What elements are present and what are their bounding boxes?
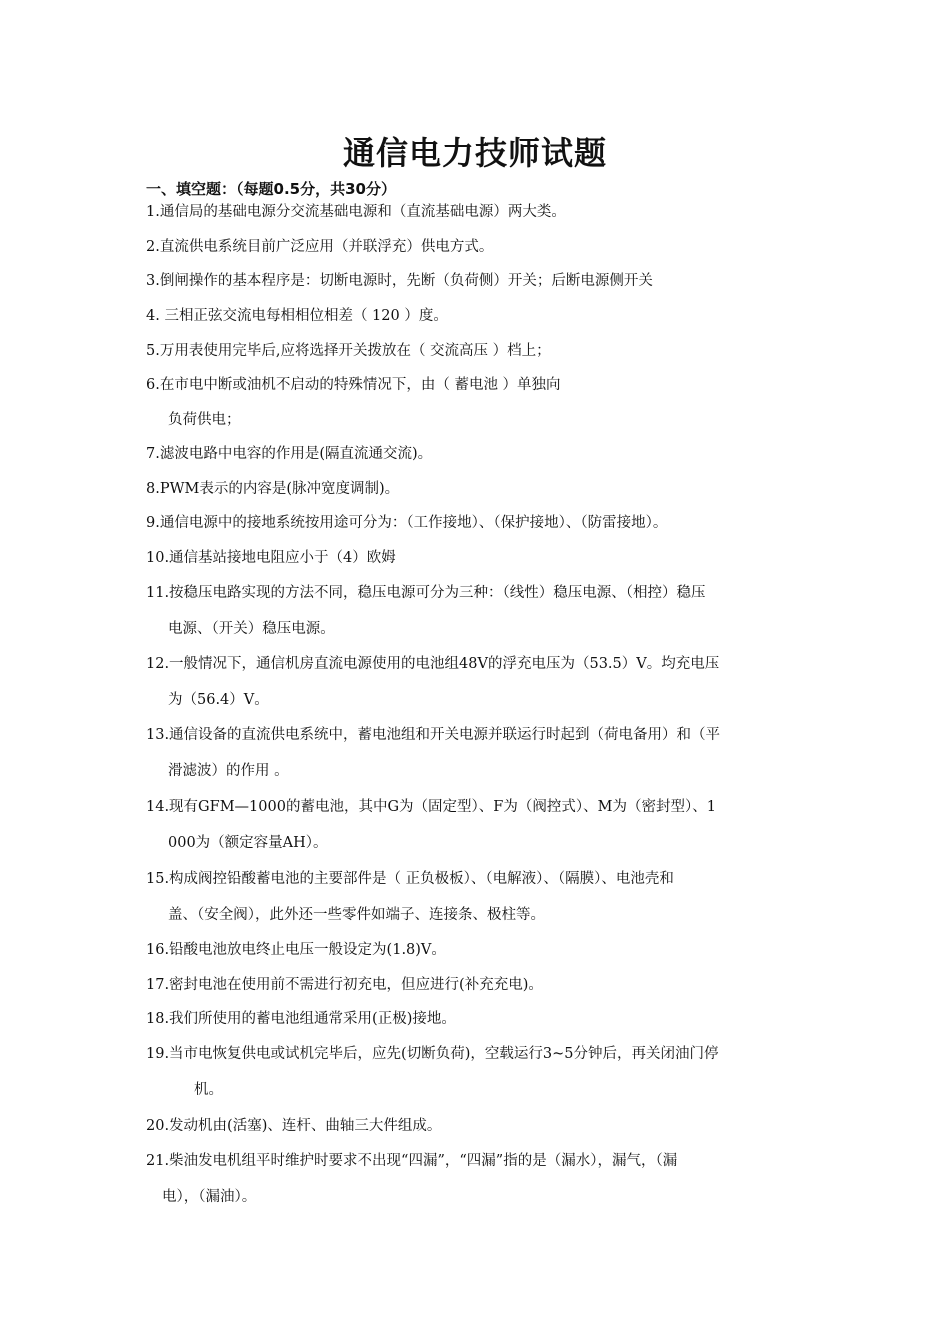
question-8: 8.PWM表示的内容是(脉冲宽度调制)。 xyxy=(146,481,400,497)
question-6: 6.在市电中断或油机不启动的特殊情况下，由（ 蓄电池 ）单独向 xyxy=(146,377,561,393)
question-21-cont: 电），（漏油）。 xyxy=(162,1189,257,1205)
question-14: 14.现有GFM—1000的蓄电池，其中G为（固定型）、F为（阀控式）、M为（密封型）、1 xyxy=(146,799,716,815)
question-21: 21.柴油发电机组平时维护时要求不出现“四漏”，“四漏”指的是（漏水），漏气，（漏 xyxy=(146,1153,678,1169)
question-20: 20.发动机由(活塞)、连杆、曲轴三大件组成。 xyxy=(146,1118,442,1134)
question-6-cont: 负荷供电； xyxy=(168,412,241,428)
question-13-cont: 滑滤波）的作用 。 xyxy=(168,763,289,779)
question-14-cont: 000为（额定容量AH）。 xyxy=(168,835,328,851)
question-12: 12.一般情况下，通信机房直流电源使用的电池组48V的浮充电压为（53.5）V。均充电压 xyxy=(146,656,720,672)
section-heading: 一、填空题：（每题0.5分，共30分） xyxy=(146,180,396,198)
question-15-cont: 盖、（安全阀），此外还一些零件如端子、连接条、极柱等。 xyxy=(168,907,545,923)
question-17: 17.密封电池在使用前不需进行初充电，但应进行(补充充电)。 xyxy=(146,977,543,993)
question-5: 5.万用表使用完毕后,应将选择开关拨放在（ 交流高压 ）档上； xyxy=(146,343,551,359)
question-13: 13.通信设备的直流供电系统中，蓄电池组和开关电源并联运行时起到（荷电备用）和（平 xyxy=(146,727,721,743)
question-11: 11.按稳压电路实现的方法不同，稳压电源可分为三种：（线性）稳压电源、（相控）稳压 xyxy=(146,585,706,601)
question-11-cont: 电源、（开关）稳压电源。 xyxy=(168,621,335,637)
question-4: 4. 三相正弦交流电每相相位相差（ 120 ）度。 xyxy=(146,308,448,324)
question-19: 19.当市电恢复供电或试机完毕后，应先(切断负荷)，空载运行3~5分钟后，再关闭油门停 xyxy=(146,1046,719,1062)
question-19-cont: 机。 xyxy=(194,1082,223,1098)
question-3: 3.倒闸操作的基本程序是：切断电源时，先断（负荷侧）开关；后断电源侧开关 xyxy=(146,273,653,289)
question-7: 7.滤波电路中电容的作用是(隔直流通交流)。 xyxy=(146,446,433,462)
question-15: 15.构成阀控铅酸蓄电池的主要部件是（ 正负极板）、（电解液）、（隔膜）、电池壳和 xyxy=(146,871,674,887)
page-title: 通信电力技师试题 xyxy=(342,134,607,172)
question-16: 16.铅酸电池放电终止电压一般设定为(1.8)V。 xyxy=(146,942,446,958)
question-1: 1.通信局的基础电源分交流基础电源和（直流基础电源）两大类。 xyxy=(146,204,566,220)
question-10: 10.通信基站接地电阻应小于（4）欧姆 xyxy=(146,550,396,566)
question-9: 9.通信电源中的接地系统按用途可分为：（工作接地）、（保护接地）、（防雷接地）。 xyxy=(146,515,668,531)
question-12-cont: 为（56.4）V。 xyxy=(168,692,269,708)
question-2: 2.直流供电系统目前广泛应用（并联浮充）供电方式。 xyxy=(146,239,494,255)
question-18: 18.我们所使用的蓄电池组通常采用(正极)接地。 xyxy=(146,1011,456,1027)
